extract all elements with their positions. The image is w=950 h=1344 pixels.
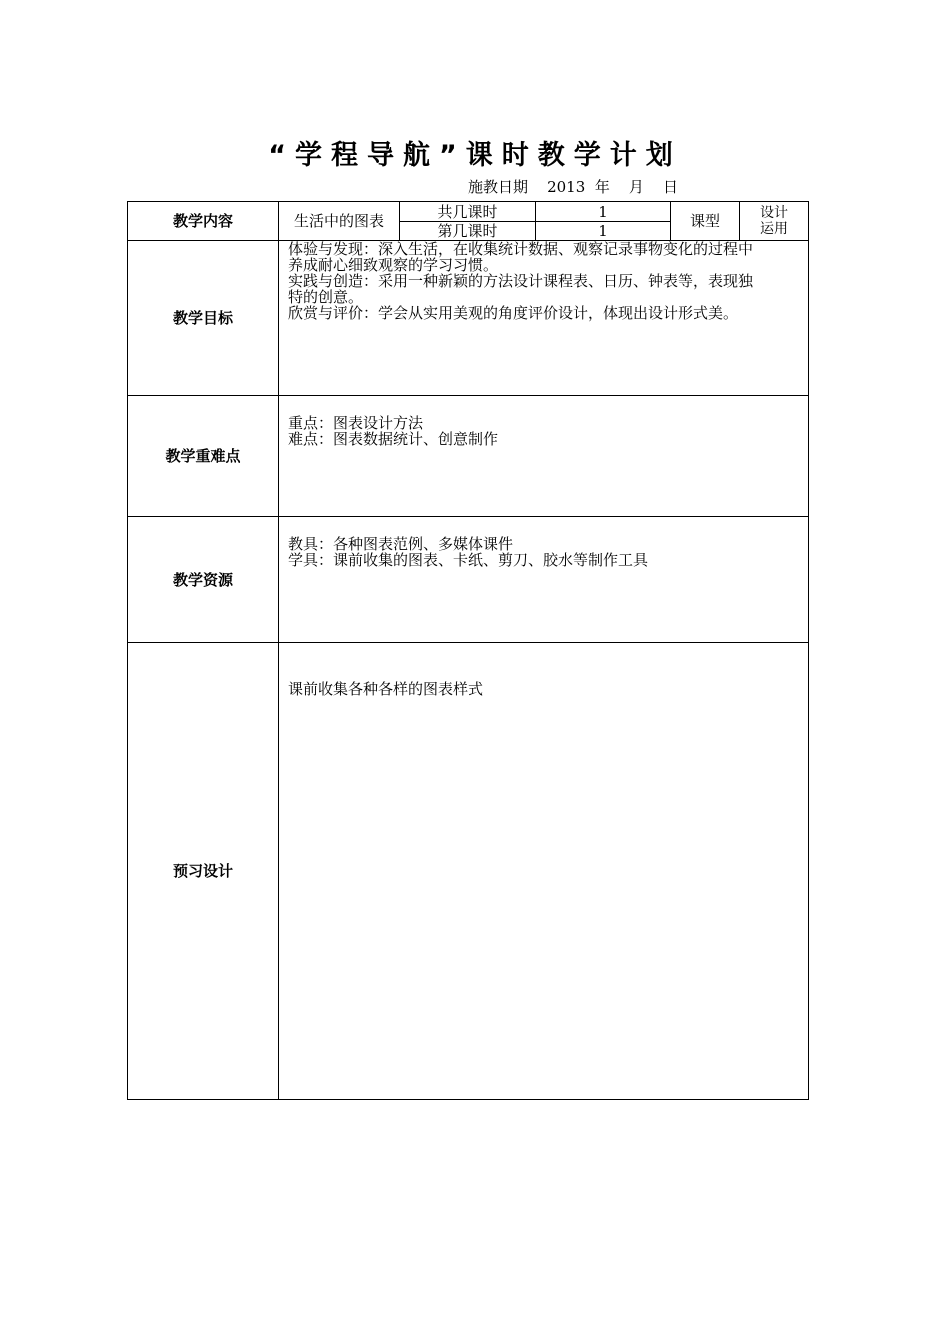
nth-lesson-value: 1 xyxy=(536,222,671,241)
resources-line: 学具：课前收集的图表、卡纸、剪刀、胶水等制作工具 xyxy=(288,551,649,570)
preview-line: 课前收集各种各样的图表样式 xyxy=(288,680,484,699)
resources-line: 教具：各种图表范例、多媒体课件 xyxy=(288,535,514,554)
resources-label: 教学资源 xyxy=(128,517,279,643)
nth-lesson-label: 第几课时 xyxy=(400,222,536,241)
lesson-plan-table xyxy=(127,201,809,1100)
date-label: 施教日期 xyxy=(468,178,529,196)
objectives-line: 体验与发现：深入生活，在收集统计数据、观察记录事物变化的过程中 xyxy=(288,240,754,259)
key-points-label: 教学重难点 xyxy=(128,396,279,517)
key-points-line: 难点：图表数据统计、创意制作 xyxy=(288,430,499,449)
objectives-label: 教学目标 xyxy=(128,241,279,396)
objectives-line: 养成耐心细致观察的学习习惯。 xyxy=(288,256,499,275)
lesson-type-label: 课型 xyxy=(671,202,740,241)
objectives-line: 实践与创造：采用一种新颖的方法设计课程表、日历、钟表等，表现独 xyxy=(288,272,754,291)
page-title: “学程导航”课时教学计划 xyxy=(268,140,682,171)
content-label: 教学内容 xyxy=(128,202,279,241)
preview-content xyxy=(279,643,809,1100)
key-points-content xyxy=(279,396,809,517)
lesson-type-value xyxy=(740,202,809,241)
lesson-type-line: 运用 xyxy=(760,221,788,238)
objectives-line: 特的创意。 xyxy=(288,288,364,307)
date-year-unit: 年 xyxy=(594,178,610,196)
content-value: 生活中的图表 xyxy=(279,202,400,241)
date-day-unit: 日 xyxy=(663,178,679,196)
total-lessons-label: 共几课时 xyxy=(400,202,536,222)
preview-label: 预习设计 xyxy=(128,643,279,1100)
key-points-line: 重点：图表设计方法 xyxy=(288,414,424,433)
teaching-date-line xyxy=(468,176,678,197)
lesson-type-line: 设计 xyxy=(760,205,788,222)
objectives-line: 欣赏与评价：学会从实用美观的角度评价设计，体现出设计形式美。 xyxy=(288,304,739,323)
total-lessons-value: 1 xyxy=(536,202,671,222)
objectives-content xyxy=(279,241,809,396)
resources-content xyxy=(279,517,809,643)
date-month-unit: 月 xyxy=(628,178,644,196)
date-year: 2013 xyxy=(547,178,586,196)
